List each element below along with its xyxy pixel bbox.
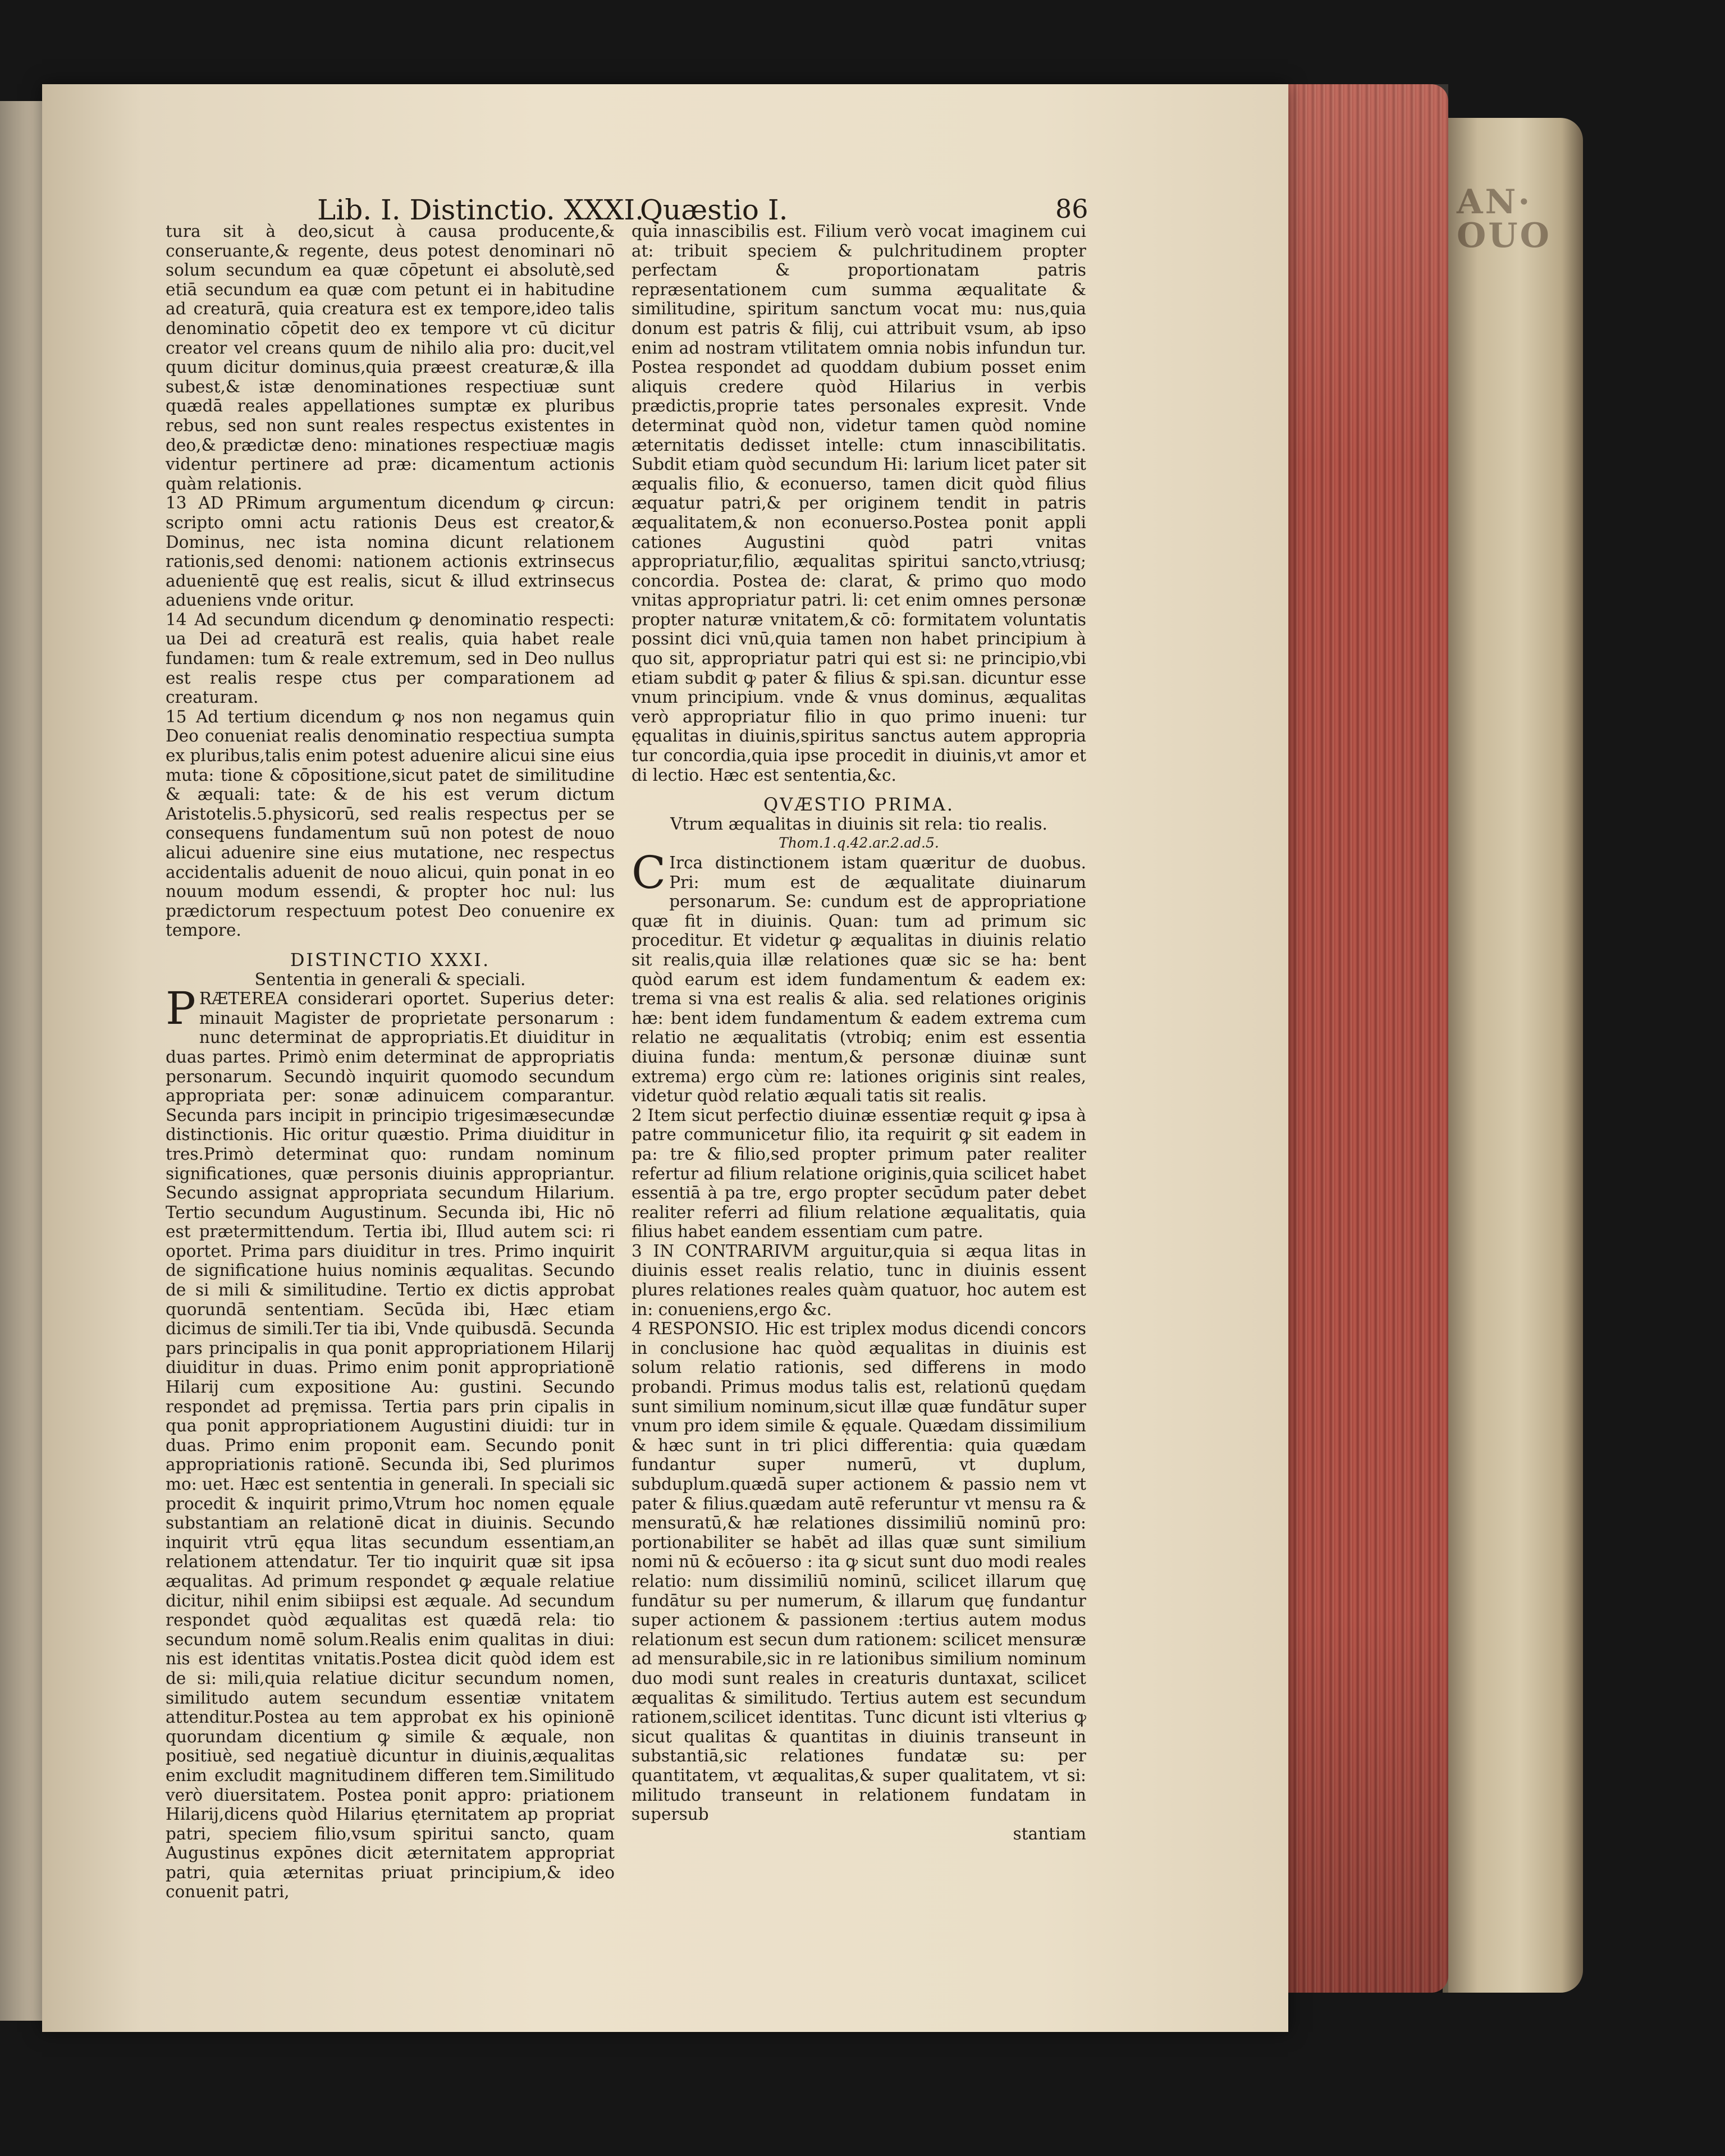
quaestio-subtitle: Vtrum æqualitas in diuinis sit rela: tio realis. <box>670 814 1047 834</box>
right-column <box>632 222 1086 1843</box>
red-fore-edge <box>1280 84 1448 1993</box>
left-column <box>166 222 615 1902</box>
paragraph: CIrca distinctionem istam quæritur de duobus. Pri: mum est de æqualitate diuinarum personarum. Se: cundum est de appropriatione quæ fit in diuinis. Quan: tum ad primum sic proceditur. Et videtur ꝙ æqualitas in diuinis relatio sit realis,quia illæ relationes quæ sic se ha: bent quòd earum est idem fundamentum & eadem ex: trema si vna est realis & alia. sed relationes originis hæ: bent idem fundamentum & eadem extrema cum relatio ne æqualitatis (vtrobiq; enim est essentia diuina funda: mentum,& personæ diuinæ sunt extrema) ergo cùm re: lationes originis sint reales, videtur quòd relatio æquali tatis sit realis. <box>632 846 1086 1106</box>
folio-number: 86 <box>1055 194 1088 224</box>
quaestio-title: QVÆSTIO PRIMA. <box>763 794 954 816</box>
distinctio-body: PRÆTEREA considerari oportet. Superius deter: minauit Magister de proprietate personarum : nunc determinat de appropriatis.Et diuiditur in duas partes. Primò enim determinat de appropriatis personarum. Secundò inquirit quomodo secundum appropriata per: sonæ adinuicem comparantur. Secunda pars incipit in principio trigesimæsecundæ distinctionis. Hic oritur quæstio. Prima diuiditur in tres.Primò determinat quo: rundam nominum significationes, quæ personis diuinis appropriantur. Secundo assignat appropriata secundum Hilarium. Tertio secundum Augustinum. Secunda ibi, Hic nō est prætermittendum. Tertia ibi, Illud autem sci: ri oportet. Prima pars diuiditur in tres. Primo inquirit de significatione huius nominis æqualitas. Secundo de si mili & similitudine. Tertio ex dictis approbat quorundā sententiam. Secūda ibi, Hæc etiam dicimus de simili.Ter tia ibi, Vnde quibusdā. Secunda pars principalis in qua ponit appropriationem Hilarij diuiditur in duas. Primo enim ponit appropriationē Hilarij cum expositione Au: gustini. Secundo respondet ad pręmissa. Tertia pars prin cipalis in qua ponit appropriationem Augustini diuidi: tur in duas. Primo enim proponit eam. Secundo ponit appropriationis rationē. Secunda ibi, Sed plurimos mo: uet. Hæc est sententia in generali. In speciali sic procedit & inquirit primo,Vtrum hoc nomen ęquale substantiam an relationē dicat in diuinis. Secundo inquirit vtrū ęqua litas secundum essentiam,an relationem attendatur. Ter tio inquirit quæ sit ipsa æqualitas. Ad primum respondet ꝙ æquale relatiue dicitur, nihil enim sibiipsi est æquale. Ad secundum respondet quòd æqualitas est quædā rela: tio secundum nomē solum.Realis enim qualitas in diui: nis est identitas vnitatis.Postea dicit quòd idem est de si: mili,quia relatiue dicitur secundum nomen, similitudo autem secundum essentiæ vnitatem attenditur.Postea au tem approbat ex his opinionē quorundam dicentium ꝙ simile & æquale, non positiuè, sed negatiuè dicuntur in diuinis,æqualitas enim excludit magnitudinem differen tem.Similitudo verò diuersitatem. Postea ponit appro: priationem Hilarij,dicens quòd Hilarius ęternitatem ap propriat patri, speciem filio,vsum spiritui sancto, quam Augustinus expōnes dicit æternitatem appropriat patri, quia æternitas priuat principium,& ideo conuenit patri, <box>166 982 615 1902</box>
paragraph: 14 Ad secundum dicendum ꝙ denominatio respecti: ua Dei ad creaturā est realis, quia habet reale fundamen: tum & reale extremum, sed in Deo nullus est realis respe ctus per comparationem ad creaturam. <box>166 610 615 707</box>
paragraph: 2 Item sicut perfectio diuinæ essentiæ requit ꝙ ipsa à patre communicetur filio, ita requirit ꝙ sit eadem in pa: tre & filio,sed propter primum pater realiter refertur ad filium relatione originis,quia scilicet habet essentiā à pa tre, ergo propter secūdum pater debet realiter referri ad filium relatione æqualitatis, quia filius habet eandem essentiam cum patre. <box>632 1105 1086 1242</box>
book-binding <box>1443 118 1583 1993</box>
running-title-right: Quæstio I. <box>640 194 788 226</box>
paragraph: quia innascibilis est. Filium verò vocat imaginem cui at: tribuit speciem & pulchritudinem propter perfectam & proportionatam patris repræsentationem cum summa æqualitate & similitudine, spiritum sanctum vocat mu: nus,quia donum est patris & filij, cui attribuit vsum, ab ipso enim ad nostram vtilitatem omnia nobis infundun tur. Postea respondet ad quoddam dubium posset enim aliquis credere quòd Hilarius in verbis prædictis,proprie tates personales expresit. Vnde determinat quòd non, videtur tamen quòd nomine æternitatis dedisset intelle: ctum innascibilitatis. Subdit etiam quòd secundum Hi: larium licet pater sit æqualis filio, & econuerso, tamen dicit quòd filius æquatur patri,& per originem tendit in patris æqualitatem,& non econuerso.Postea ponit appli cationes Augustini quòd patri vnitas appropriatur,filio, æqualitas spiritui sancto,vtriusq; concordia. Postea de: clarat, & primo quo modo vnitas appropriatur patri. li: cet enim omnes personæ propter naturæ vnitatem,& cō: formitatem voluntatis possint dici vnū,quia tamen non habet principium à quo sit, appropriatur patri qui est si: ne principio,vbi etiam subdit ꝙ pater & filius & spi.san. dicuntur esse vnum principium. vnde & vnus dominus, æqualitas verò appropriatur filio in quo primo inueni: tur ęqualitas in diuinis,spiritus sanctus autem appropria tur concordia,quia ipse procedit in diuinis,vt amor et di lectio. Hæc est sententia,&c. <box>632 222 1086 785</box>
paragraph: 15 Ad tertium dicendum ꝙ nos non negamus quin Deo conueniat realis denominatio respectiua sumpta ex pluribus,talis enim potest aduenire alicui sine eius muta: tione & cōpositione,sicut patet de similitudine & æquali: tate: & de his est verum dictum Aristotelis.5.physicorū, sed realis respectus per se consequens fundamentum suū non potest de nouo alicui aduenire sine eius mutatione, nec respectus accidentalis aduenit de nouo alicui, quin ponat in eo nouum modum essendi, & propter hoc nul: lus prædictorum respectuum potest Deo conuenire ex tempore. <box>166 707 615 940</box>
running-title-left: Lib. I. Distinctio. XXXI. <box>317 194 644 226</box>
distinctio-subtitle: Sententia in generali & speciali. <box>254 969 526 989</box>
paragraph: 13 AD PRimum argumentum dicendum ꝙ circun: scripto omni actu rationis Deus est creator,& Dominus, nec ista nomina dicunt relationem rationis,sed denomi: nationem actionis extrinsecus aduenientē quę est realis, sicut & illud extrinsecus adueniens vnde oritur. <box>166 493 615 610</box>
paragraph: 4 RESPONSIO. Hic est triplex modus dicendi concors in conclusione hac quòd æqualitas in diuinis est solum relatio rationis, sed differens in modo probandi. Primus modus talis est, relationū quędam sunt similium nominum,sicut illæ quæ fundātur super vnum pro idem simile & ęquale. Quædam dissimilium & hæc sunt in tri plici differentia: quia quædam fundantur super numerū, vt duplum, subduplum.quædā super actionem & passio nem vt pater & filius.quædam autē referuntur vt mensu ra & mensuratū,& hæ relationes dissimiliū nominū pro: portionabiliter se habēt ad illas quæ sunt similium nomi nū & ecōuerso : ita ꝙ sicut sunt duo modi reales relatio: num dissimiliū nominū, scilicet illarum quę fundātur su per numerum, & illarum quę fundantur super actionem & passionem :tertius autem modus relationum est secun dum rationem: scilicet mensuræ ad mensurabile,sic in re lationibus similium nominum duo modi sunt reales in creaturis duntaxat, scilicet æqualitas & similitudo. Tertius autem est secundum rationem,scilicet identitas. Tunc dicunt isti vlterius ꝙ sicut qualitas & quantitas in diuinis transeunt in substantiā,sic relationes fundatæ su: per quantitatem, vt æqualitas,& super qualitatem, vt si: militudo transeunt in relationem fundatam in supersub <box>632 1319 1086 1824</box>
distinctio-title: DISTINCTIO XXXI. <box>290 949 491 971</box>
quaestio-citation: Thom.1.q.42.ar.2.ad.5. <box>779 835 939 852</box>
catchword: stantiam <box>1013 1824 1086 1843</box>
spine-label: AN· OUO <box>1457 182 1552 255</box>
paragraph: 3 IN CONTRARIVM arguitur,quia si æqua litas in diuinis esset realis relatio, tunc in diuinis essent plures relationes reales quàm quatuor, hoc autem est in: conueniens,ergo &c. <box>632 1241 1086 1319</box>
paragraph: tura sit à deo,sicut à causa producente,& conseruante,& regente, deus potest denominari nō solum secundum ea quæ cōpetunt ei absolutè,sed etiā secundum ea quæ com petunt ei in habitudine ad creaturā, quia creatura est ex tempore,ideo talis denominatio cōpetit deo ex tempore vt cū dicitur creator vel creans quum de nihilo alia pro: ducit,vel quum dicitur dominus,quia præest creaturæ,& illa subest,& istæ denominationes respectiuæ sunt quædā reales appellationes sumptæ ex pluribus rebus, sed non sunt reales respectus existentes in deo,& prædictæ deno: minationes respectiuæ magis videntur pertinere ad præ: dicamentum actionis quàm relationis. <box>166 222 615 493</box>
